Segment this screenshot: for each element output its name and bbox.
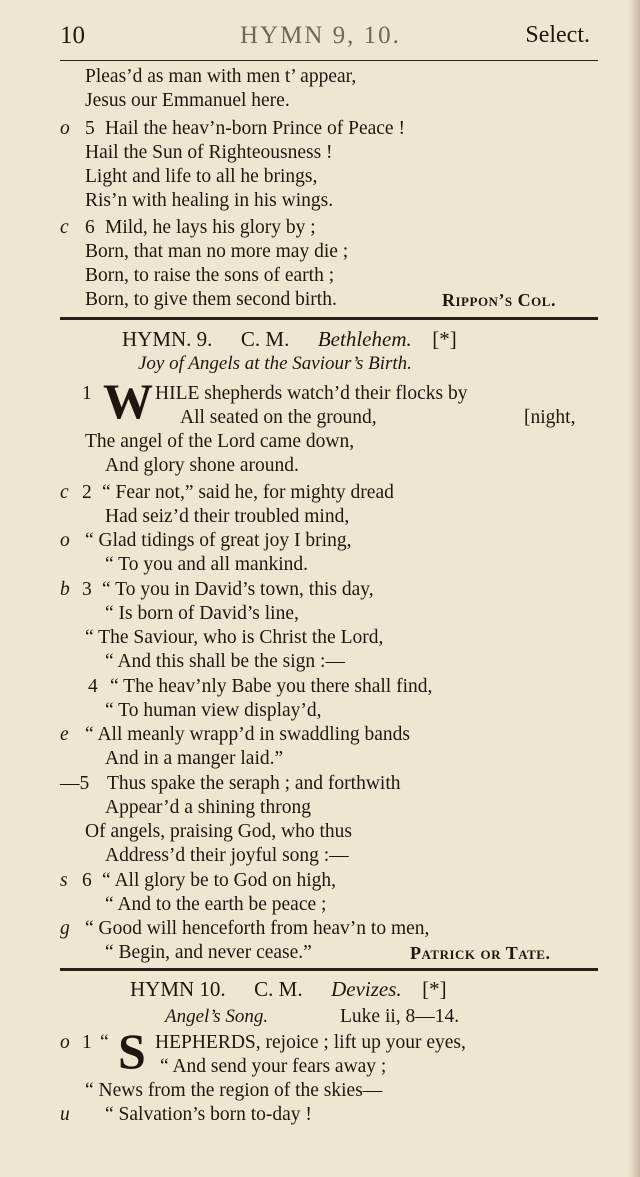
hymn9-line-2-carry: [night, xyxy=(524,407,576,428)
hymn10-line-4: “ Salvation’s born to-day ! xyxy=(105,1104,312,1125)
dynamic-mark: c xyxy=(60,217,69,238)
hymn9-line-18: Appear’d a shining throng xyxy=(105,797,311,818)
hymn9-line-23: “ Good will henceforth from heav’n to men, xyxy=(85,918,430,939)
dynamic-mark: u xyxy=(60,1104,70,1125)
prev-line-1: Pleas’d as man with men t’ appear, xyxy=(85,66,357,87)
hymn-tune: Bethlehem. xyxy=(317,327,412,351)
page-number: 10 xyxy=(60,22,85,49)
verse-number: 3 xyxy=(82,579,92,600)
verse-number: 4 xyxy=(88,676,98,697)
drop-cap: W xyxy=(103,373,153,429)
prev-line-7: Mild, he lays his glory by ; xyxy=(105,217,316,238)
header-rule xyxy=(60,60,598,61)
hymn9-line-16: And in a manger laid.” xyxy=(105,748,284,769)
verse-number: 2 xyxy=(82,482,92,503)
hymn9-line-21: “ All glory be to God on high, xyxy=(102,870,336,891)
hymn-meter: C. M. xyxy=(254,977,303,1001)
prev-line-8: Born, that man no more may die ; xyxy=(85,241,349,262)
prev-line-9: Born, to raise the sons of earth ; xyxy=(85,265,335,286)
hymn9-line-19: Of angels, praising God, who thus xyxy=(85,821,353,842)
hymn9-line-1: HILE shepherds watch’d their flocks by xyxy=(155,383,468,404)
hymn9-line-12: “ And this shall be the sign :— xyxy=(105,651,345,672)
dynamic-mark: o xyxy=(60,530,70,551)
hymn9-line-7: “ Glad tidings of great joy I bring, xyxy=(85,530,352,551)
hymn9-line-5: “ Fear not,” said he, for mighty dread xyxy=(102,482,394,503)
hymn-tune: Devizes. xyxy=(331,977,402,1001)
dynamic-mark: e xyxy=(60,724,69,745)
hymn10-subtitle: Angel’s Song. xyxy=(165,1006,269,1027)
dynamic-mark: o xyxy=(60,1032,70,1053)
hymn10-line-3: “ News from the region of the skies— xyxy=(85,1080,383,1101)
dynamic-mark: g xyxy=(60,918,70,939)
running-title: HYMN 9, 10. xyxy=(240,22,401,49)
hymn10-scripture: Luke ii, 8—14. xyxy=(340,1006,460,1027)
hymn10-line-2: “ And send your fears away ; xyxy=(160,1056,387,1077)
hymn9-line-17: Thus spake the seraph ; and forthwith xyxy=(107,773,401,794)
hymn9-title xyxy=(122,326,457,352)
hymn10-line-1: HEPHERDS, rejoice ; lift up your eyes, xyxy=(155,1032,466,1053)
hymn-meter: C. M. xyxy=(240,327,290,351)
hymn9-line-3: The angel of the Lord came down, xyxy=(85,431,355,452)
hymn9-line-24: “ Begin, and never cease.” xyxy=(105,942,312,963)
hymn9-line-6: Had seiz’d their troubled mind, xyxy=(105,506,350,527)
verse-number: 6 xyxy=(85,217,95,238)
attribution: Patrick or Tate. xyxy=(410,943,551,963)
hymn9-line-8: “ To you and all mankind. xyxy=(105,554,308,575)
hymn9-line-15: “ All meanly wrapp’d in swaddling bands xyxy=(85,724,410,745)
prev-line-10: Born, to give them second birth. xyxy=(85,289,337,310)
section-label: Select. xyxy=(525,22,590,48)
dynamic-mark: o xyxy=(60,118,70,139)
hymn9-line-4: And glory shone around. xyxy=(105,455,299,476)
verse-number: 1 xyxy=(82,383,92,404)
section-rule xyxy=(60,317,598,320)
hymn9-line-13: “ The heav’nly Babe you there shall find, xyxy=(110,676,433,697)
verse-number: 6 xyxy=(82,870,92,891)
hymn-number: HYMN. 9. xyxy=(122,327,213,351)
page-edge-shadow xyxy=(628,0,640,1177)
hymn-tag: [*] xyxy=(422,977,447,1001)
prev-line-2: Jesus our Emmanuel here. xyxy=(85,90,290,111)
hymn-tag: [*] xyxy=(432,327,457,351)
hymn9-line-22: “ And to the earth be peace ; xyxy=(105,894,327,915)
hymn9-line-9: “ To you in David’s town, this day, xyxy=(102,579,374,600)
attribution: Rippon’s Col. xyxy=(442,290,556,310)
dynamic-mark: b xyxy=(60,579,70,600)
hymn9-line-10: “ Is born of David’s line, xyxy=(105,603,299,624)
prev-line-4: Hail the Sun of Righteousness ! xyxy=(85,142,333,163)
hymn9-subtitle: Joy of Angels at the Saviour’s Birth. xyxy=(138,353,412,374)
hymn9-line-20: Address’d their joyful song :— xyxy=(105,845,349,866)
hymn9-line-11: “ The Saviour, who is Christ the Lord, xyxy=(85,627,384,648)
prev-line-5: Light and life to all he brings, xyxy=(85,166,318,187)
hymn10-title xyxy=(130,976,447,1002)
hymn9-line-14: “ To human view display’d, xyxy=(105,700,322,721)
dynamic-mark: c xyxy=(60,482,69,503)
hymn-number: HYMN 10. xyxy=(130,977,226,1001)
hymn9-line-2: All seated on the ground, xyxy=(180,407,377,428)
open-quote: “ xyxy=(100,1032,109,1053)
verse-number: 5 xyxy=(85,118,95,139)
dynamic-mark: s xyxy=(60,870,68,891)
prev-line-6: Ris’n with healing in his wings. xyxy=(85,190,334,211)
drop-cap: S xyxy=(118,1023,146,1079)
section-rule xyxy=(60,968,598,971)
verse-number: —5 xyxy=(60,773,90,794)
prev-line-3: Hail the heav’n-born Prince of Peace ! xyxy=(105,118,405,139)
verse-number: 1 xyxy=(82,1032,92,1053)
